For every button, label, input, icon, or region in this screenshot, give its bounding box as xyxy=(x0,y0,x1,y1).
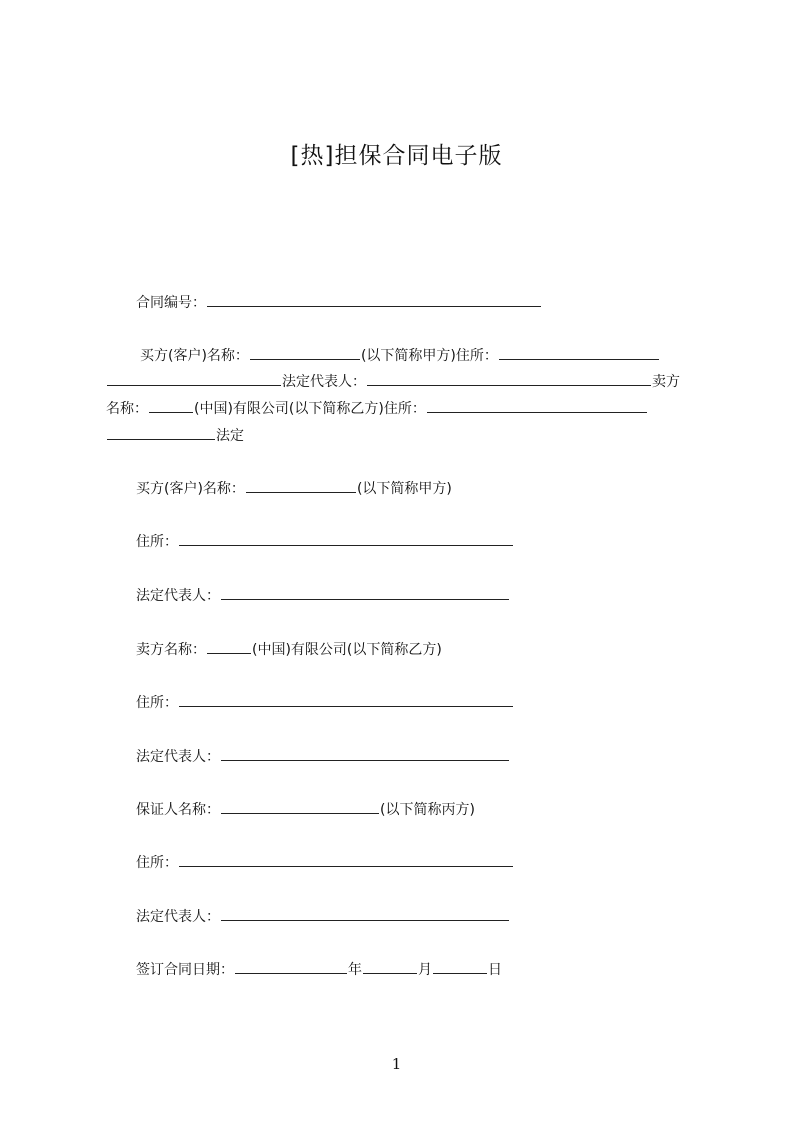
para1-seller-name-label: 名称： xyxy=(106,401,148,417)
seller-legal-rep-label: 法定代表人： xyxy=(136,749,220,765)
sign-day-blank[interactable] xyxy=(433,959,487,974)
day-label: 日 xyxy=(488,962,502,978)
para1-buyer-label: 买方(客户)名称： xyxy=(140,348,249,364)
sign-year-blank[interactable] xyxy=(235,959,347,974)
para1-seller-suffix: (中国)有限公司(以下简称乙方)住所： xyxy=(194,401,426,417)
guarantor-address-label: 住所： xyxy=(136,855,178,871)
guarantor-address-blank[interactable] xyxy=(179,852,513,867)
para1-seller-word: 卖方 xyxy=(652,374,680,390)
buyer-name-label: 买方(客户)名称： xyxy=(136,481,245,497)
seller-address-line xyxy=(136,692,514,713)
buyer-address-blank[interactable] xyxy=(179,531,513,546)
buyer-name-blank[interactable] xyxy=(246,478,356,493)
guarantor-name-label: 保证人名称： xyxy=(136,802,220,818)
para1-line1 xyxy=(140,345,660,366)
buyer-address-label: 住所： xyxy=(136,534,178,550)
para1-line4 xyxy=(106,425,244,446)
page-number: 1 xyxy=(391,1055,402,1073)
sign-date-label: 签订合同日期： xyxy=(136,962,234,978)
seller-name-blank[interactable] xyxy=(207,639,251,654)
para1-address-blank-a[interactable] xyxy=(499,345,659,360)
para1-seller-address-blank-a[interactable] xyxy=(427,398,647,413)
guarantor-name-blank[interactable] xyxy=(221,799,379,814)
para1-line3 xyxy=(106,398,648,419)
buyer-legal-rep-label: 法定代表人： xyxy=(136,588,220,604)
seller-name-label: 卖方名称： xyxy=(136,642,206,658)
seller-address-label: 住所： xyxy=(136,695,178,711)
sign-month-blank[interactable] xyxy=(363,959,417,974)
seller-legal-rep-blank[interactable] xyxy=(221,746,509,761)
buyer-name-line xyxy=(136,478,452,499)
para1-line2 xyxy=(106,371,680,392)
guarantor-address-line xyxy=(136,852,514,873)
guarantor-name-line xyxy=(136,799,475,820)
seller-address-blank[interactable] xyxy=(179,692,513,707)
para1-address-blank-b[interactable] xyxy=(107,371,281,386)
buyer-suffix: (以下简称甲方) xyxy=(356,481,452,497)
para1-legal-rep-label: 法定代表人： xyxy=(282,374,366,390)
contract-number-blank[interactable] xyxy=(207,292,541,307)
para1-buyer-blank[interactable] xyxy=(250,345,360,360)
para1-seller-blank[interactable] xyxy=(149,398,193,413)
para1-seller-address-blank-b[interactable] xyxy=(107,425,215,440)
guarantor-legal-rep-label: 法定代表人： xyxy=(136,909,220,925)
guarantor-suffix: (以下简称丙方) xyxy=(380,802,475,818)
guarantor-legal-rep-line xyxy=(136,906,510,927)
seller-name-line xyxy=(136,639,442,660)
guarantor-legal-rep-blank[interactable] xyxy=(221,906,509,921)
buyer-address-line xyxy=(136,531,514,552)
month-label: 月 xyxy=(418,962,432,978)
year-label: 年 xyxy=(348,962,362,978)
buyer-legal-rep-blank[interactable] xyxy=(221,585,509,600)
document-title: [热]担保合同电子版 xyxy=(290,143,503,169)
contract-number-line xyxy=(136,292,542,313)
para1-buyer-suffix: (以下简称甲方)住所： xyxy=(360,348,498,364)
para1-end-text: 法定 xyxy=(216,428,244,444)
para1-legal-rep-blank[interactable] xyxy=(367,371,651,386)
seller-legal-rep-line xyxy=(136,746,510,767)
seller-suffix: (中国)有限公司(以下简称乙方) xyxy=(252,642,442,658)
sign-date-line xyxy=(136,959,502,980)
buyer-legal-rep-line xyxy=(136,585,510,606)
contract-number-label: 合同编号： xyxy=(136,295,206,311)
